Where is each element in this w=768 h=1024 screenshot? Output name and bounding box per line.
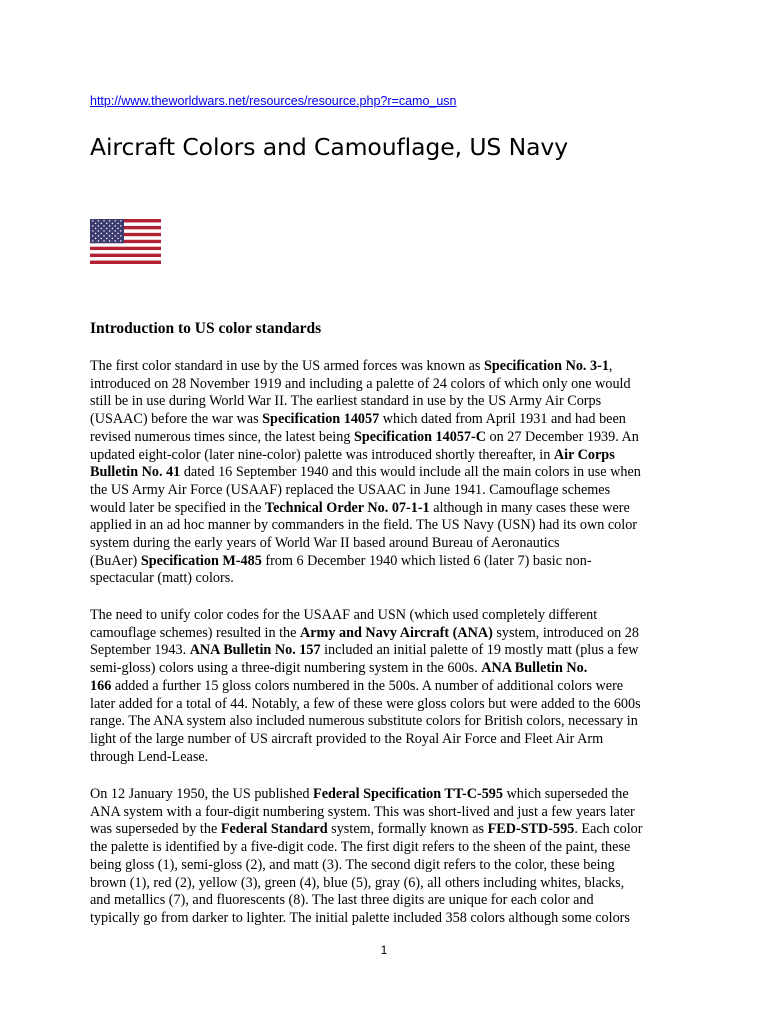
bold-term: Specification 14057-C [353,428,486,445]
flag-star [117,223,119,225]
flag-star [117,233,119,235]
flag-star [103,225,105,227]
text-run: spectacular (matt) colors. [90,570,234,587]
text-run: later added for a total of 44. Notably, a few of these were gloss colors but were added to the 600s [90,695,641,712]
text-run: from 6 December 1940 which listed 6 (later 7) basic non- [261,552,592,569]
text-run: and metallics (7), and fluorescents (8). The last three digits are unique for each color and [90,892,594,909]
text-line [90,749,690,767]
flag-star [100,233,102,235]
bold-term: FED-STD-595 [487,821,575,838]
text-run: , [608,358,613,374]
flag-stripe [90,261,161,264]
text-line [90,857,690,875]
text-run: September 1943. [90,642,190,659]
flag-star [120,220,122,222]
flag-star [98,220,100,222]
flag-star [114,230,116,232]
bold-term: Federal Specification TT-C-595 [313,786,503,802]
text-line [90,570,690,588]
text-run: system during the early years of World War II based around Bureau of Aeronautics [90,535,560,552]
flag-star [103,230,105,232]
flag-stripe [90,250,161,254]
flag-star [98,225,100,227]
text-line [90,678,690,696]
paragraph-1 [90,358,690,588]
text-run: through Lend-Lease. [90,748,209,765]
text-run: the US Army Air Force (USAAF) replaced the USAAC in June 1941. Camouflage schemes [90,481,611,498]
text-line [90,553,690,571]
text-line [90,642,690,660]
text-run: which superseded the [503,786,629,802]
flag-star [114,235,116,237]
flag-star [109,235,111,237]
text-run: still be in use during World War II. The earliest standard in use by the US Army Air Corps [90,393,602,410]
bold-term: Specification 14057 [262,411,380,428]
flag-star [95,228,97,230]
bold-term: 166 [90,677,112,694]
text-line [90,376,690,394]
flag-star [92,220,94,222]
paragraph-2 [90,607,690,766]
text-line [90,464,690,482]
text-line [90,660,690,678]
flag-star [103,220,105,222]
text-line [90,411,690,429]
flag-star [109,225,111,227]
flag-star [109,240,111,242]
text-run: being gloss (1), semi-gloss (2), and matt (3). The second digit refers to the color, these being [90,856,615,873]
flag-star [109,230,111,232]
bold-term: ANA Bulletin No. 157 [189,642,321,659]
flag-star [100,223,102,225]
text-run: ANA system with a four-digit numbering system. This was short-lived and just a few years later [90,803,635,820]
text-line [90,393,690,411]
flag-star [92,240,94,242]
flag-star [112,233,114,235]
text-run: on 27 December 1939. An [486,428,639,445]
text-line [90,804,690,822]
text-run: included an initial palette of 19 mostly matt (plus a few [320,642,639,659]
text-run: brown (1), red (2), yellow (3), green (4), blue (5), gray (6), all others including whites, blacks, [90,874,625,891]
flag-star [92,225,94,227]
bold-term: Army and Navy Aircraft (ANA) [299,624,493,641]
text-line [90,535,690,553]
text-run: would later be specified in the [90,499,265,516]
text-run: introduced on 28 November 1919 and including a palette of 24 colors of which only one would [90,375,631,392]
text-run: although in many cases these were [429,499,630,516]
flag-star [92,235,94,237]
text-run: updated eight-color (later nine-color) palette was introduced shortly thereafter, in [90,446,554,463]
flag-star [92,230,94,232]
bold-term: Specification No. 3-1 [484,358,609,374]
text-run: (BuAer) [90,552,141,569]
flag-canton [90,219,124,243]
us-flag-icon [90,219,161,264]
text-run: system, formally known as [327,821,488,838]
flag-star [100,228,102,230]
text-line [90,875,690,893]
text-run: semi-gloss) colors using a three-digit numbering system in the 600s. [90,660,482,677]
text-run: . Each color [574,821,643,838]
section-heading: Introduction to US color standards [90,320,322,337]
flag-star [95,238,97,240]
text-line [90,839,690,857]
text-run: the palette is identified by a five-digit code. The first digit refers to the sheen of the paint, these [90,839,631,856]
bold-term: Federal Standard [220,821,328,838]
flag-star [114,240,116,242]
text-line [90,821,690,839]
text-run: system, introduced on 28 [492,624,639,641]
text-line [90,696,690,714]
flag-star [106,238,108,240]
text-run: light of the large number of US aircraft provided to the Royal Air Force and Fleet Air Arm [90,730,604,747]
flag-star [112,223,114,225]
bold-term: Technical Order No. 07-1-1 [264,499,430,516]
flag-stripe [90,257,161,261]
text-line [90,625,690,643]
text-line [90,910,690,928]
flag-star [103,235,105,237]
text-run: On 12 January 1950, the US published [90,786,314,802]
text-line [90,731,690,749]
flag-star [95,233,97,235]
text-run: (USAAC) before the war was [90,411,263,428]
paragraph-3 [90,786,690,928]
page-number: 1 [380,943,388,957]
flag-star [120,230,122,232]
text-line [90,482,690,500]
source-link[interactable]: http://www.theworldwars.net/resources/resource.php?r=camo_usn [90,94,457,108]
flag-stripe [90,247,161,251]
flag-stripe [90,254,161,258]
text-run: range. The ANA system also included numerous substitute colors for British colors, necessary in [90,713,638,730]
text-run: The first color standard in use by the US armed forces was known as [90,358,484,374]
bold-term: Specification M-485 [140,552,262,569]
flag-star [106,233,108,235]
flag-star [114,225,116,227]
flag-star [98,240,100,242]
flag-star [98,235,100,237]
bold-term: ANA Bulletin No. [481,660,588,677]
text-line [90,892,690,910]
flag-star [98,230,100,232]
flag-star [103,240,105,242]
page-title: Aircraft Colors and Camouflage, US Navy [90,133,568,161]
bold-term: Air Corps [553,446,615,463]
flag-star [100,238,102,240]
flag-star [109,220,111,222]
text-line [90,358,690,376]
text-line [90,500,690,518]
text-line [90,517,690,535]
flag-star [106,228,108,230]
flag-star [95,223,97,225]
text-run: revised numerous times since, the latest being [90,428,354,445]
text-run: was superseded by the [90,821,221,838]
flag-star [106,223,108,225]
text-line [90,713,690,731]
text-run: which dated from April 1931 and had been [379,411,626,428]
flag-star [117,228,119,230]
flag-star [112,228,114,230]
flag-stripe [90,243,161,247]
text-run: dated 16 September 1940 and this would include all the main colors in use when [180,464,641,481]
flag-star [120,240,122,242]
text-run: typically go from darker to lighter. The initial palette included 358 colors although some colors [90,909,630,926]
text-run: applied in an ad hoc manner by commanders in the field. The US Navy (USN) had its own color [90,517,638,534]
text-run: added a further 15 gloss colors numbered in the 500s. A number of additional colors were [111,677,624,694]
flag-star [120,235,122,237]
bold-term: Bulletin No. 41 [90,464,181,481]
flag-star [117,238,119,240]
flag-star [114,220,116,222]
text-run: The need to unify color codes for the USAAF and USN (which used completely different [90,607,598,623]
text-line [90,786,690,804]
text-line [90,429,690,447]
text-line [90,607,690,625]
flag-star [112,238,114,240]
text-run: camouflage schemes) resulted in the [90,624,300,641]
flag-star [120,225,122,227]
text-line [90,447,690,465]
